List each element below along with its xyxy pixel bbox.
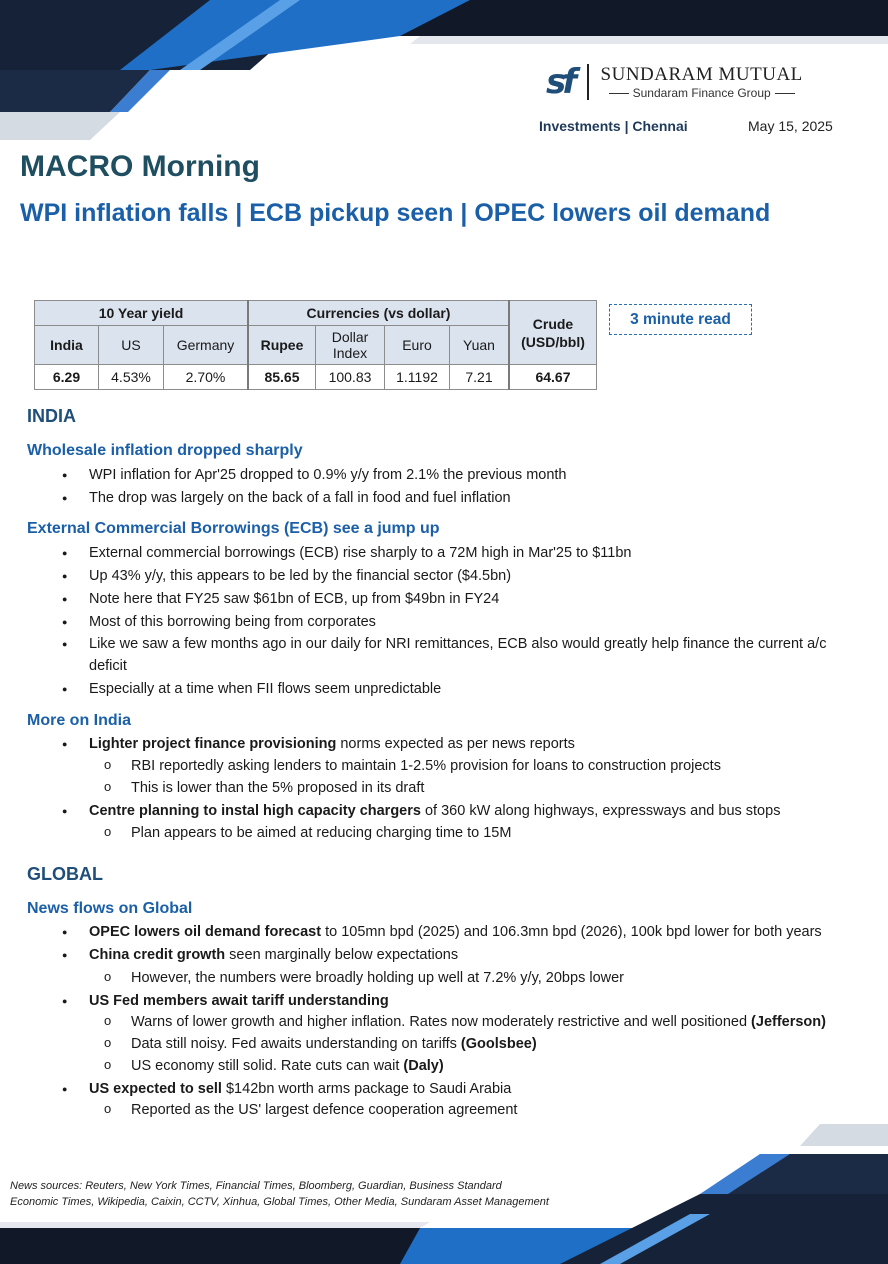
sub-list-item: o However, the numbers were broadly holding up well at 7.2% y/y, 20bps lower	[104, 967, 624, 989]
sub-list-item: o US economy still solid. Rate cuts can wait (Daly)	[104, 1055, 444, 1077]
fx-group-header: Currencies (vs dollar)	[248, 301, 509, 326]
list-item: ● WPI inflation for Apr'25 dropped to 0.9% y/y from 2.1% the previous month	[62, 464, 567, 486]
sources-line-1: News sources: Reuters, New York Times, Financial Times, Bloomberg, Guardian, Business Standard	[10, 1180, 502, 1192]
headline: WPI inflation falls | ECB pickup seen | OPEC lowers oil demand	[20, 199, 771, 227]
section-india: INDIA	[27, 406, 76, 426]
logo-mark: sf	[546, 62, 574, 102]
market-table	[34, 300, 597, 390]
sub-list-item: o This is lower than the 5% proposed in its draft	[104, 777, 424, 799]
list-item: ● Up 43% y/y, this appears to be led by the financial sector ($4.5bn)	[62, 565, 511, 587]
brand-subtitle: Sundaram Finance Group	[605, 86, 799, 100]
list-item: ● Especially at a time when FII flows seem unpredictable	[62, 678, 441, 700]
subhead-wpi: Wholesale inflation dropped sharply	[27, 442, 303, 459]
col-dollar-index: Dollar Index	[316, 326, 385, 365]
list-item: ● External commercial borrowings (ECB) rise sharply to a 72M high in Mar'25 to $11bn	[62, 542, 631, 564]
sub-list-item: o Data still noisy. Fed awaits understanding on tariffs (Goolsbee)	[104, 1033, 537, 1055]
sub-list-item: o Reported as the US' largest defence cooperation agreement	[104, 1099, 517, 1121]
col-euro: Euro	[385, 326, 450, 365]
val-india-yield: 6.29	[35, 365, 99, 390]
col-india: India	[35, 326, 99, 365]
col-germany: Germany	[164, 326, 249, 365]
news-sources	[10, 1178, 549, 1210]
brand-name: SUNDARAM MUTUAL	[600, 64, 803, 85]
list-item: ● OPEC lowers oil demand forecast to 105mn bpd (2025) and 106.3mn bpd (2026), 100k bpd lower for both years	[62, 921, 822, 943]
sub-list-item: o RBI reportedly asking lenders to maintain 1-2.5% provision for loans to construction projects	[104, 755, 721, 777]
sub-list-item: o Warns of lower growth and higher inflation. Rates now moderately restrictive and well positioned (Jefferson)	[104, 1011, 826, 1033]
list-item: ● The drop was largely on the back of a fall in food and fuel inflation	[62, 487, 511, 509]
yield-group-header: 10 Year yield	[35, 301, 249, 326]
col-rupee: Rupee	[248, 326, 316, 365]
subhead-more-india: More on India	[27, 712, 131, 729]
val-euro: 1.1192	[385, 365, 450, 390]
list-item: ● China credit growth seen marginally below expectations	[62, 944, 458, 966]
brand-logo	[546, 62, 803, 102]
subhead-global-news: News flows on Global	[27, 900, 193, 917]
list-item: ● Most of this borrowing being from corporates	[62, 611, 376, 633]
val-yuan: 7.21	[450, 365, 510, 390]
col-yuan: Yuan	[450, 326, 510, 365]
list-item: ● US expected to sell $142bn worth arms package to Saudi Arabia	[62, 1078, 511, 1100]
report-date: May 15, 2025	[748, 118, 833, 134]
subhead-ecb: External Commercial Borrowings (ECB) see a jump up	[27, 520, 440, 537]
section-global: GLOBAL	[27, 864, 103, 884]
sub-list-item: o Plan appears to be aimed at reducing charging time to 15M	[104, 822, 511, 844]
list-item: ● Centre planning to instal high capacity chargers of 360 kW along highways, expressways and bus stops	[62, 800, 780, 822]
val-us-yield: 4.53%	[99, 365, 164, 390]
crude-header: Crude (USD/bbl)	[509, 301, 597, 365]
page-title: MACRO Morning	[20, 150, 260, 183]
col-us: US	[99, 326, 164, 365]
val-rupee: 85.65	[248, 365, 316, 390]
logo-divider	[587, 64, 589, 100]
val-crude: 64.67	[509, 365, 597, 390]
list-item: ● Note here that FY25 saw $61bn of ECB, up from $49bn in FY24	[62, 588, 499, 610]
val-dollar-index: 100.83	[316, 365, 385, 390]
list-item: ● Lighter project finance provisioning norms expected as per news reports	[62, 733, 575, 755]
list-item: ● US Fed members await tariff understanding	[62, 990, 389, 1012]
list-item: ● Like we saw a few months ago in our daily for NRI remittances, ECB also would greatly help finance the current a/c deficit	[62, 633, 862, 677]
sources-line-2: Economic Times, Wikipedia, Caixin, CCTV, Xinhua, Global Times, Other Media, Sundaram Asset Management	[10, 1196, 549, 1208]
department: Investments | Chennai	[539, 118, 688, 134]
val-germany-yield: 2.70%	[164, 365, 249, 390]
read-time-badge: 3 minute read	[609, 304, 752, 335]
logo-text	[601, 64, 803, 100]
